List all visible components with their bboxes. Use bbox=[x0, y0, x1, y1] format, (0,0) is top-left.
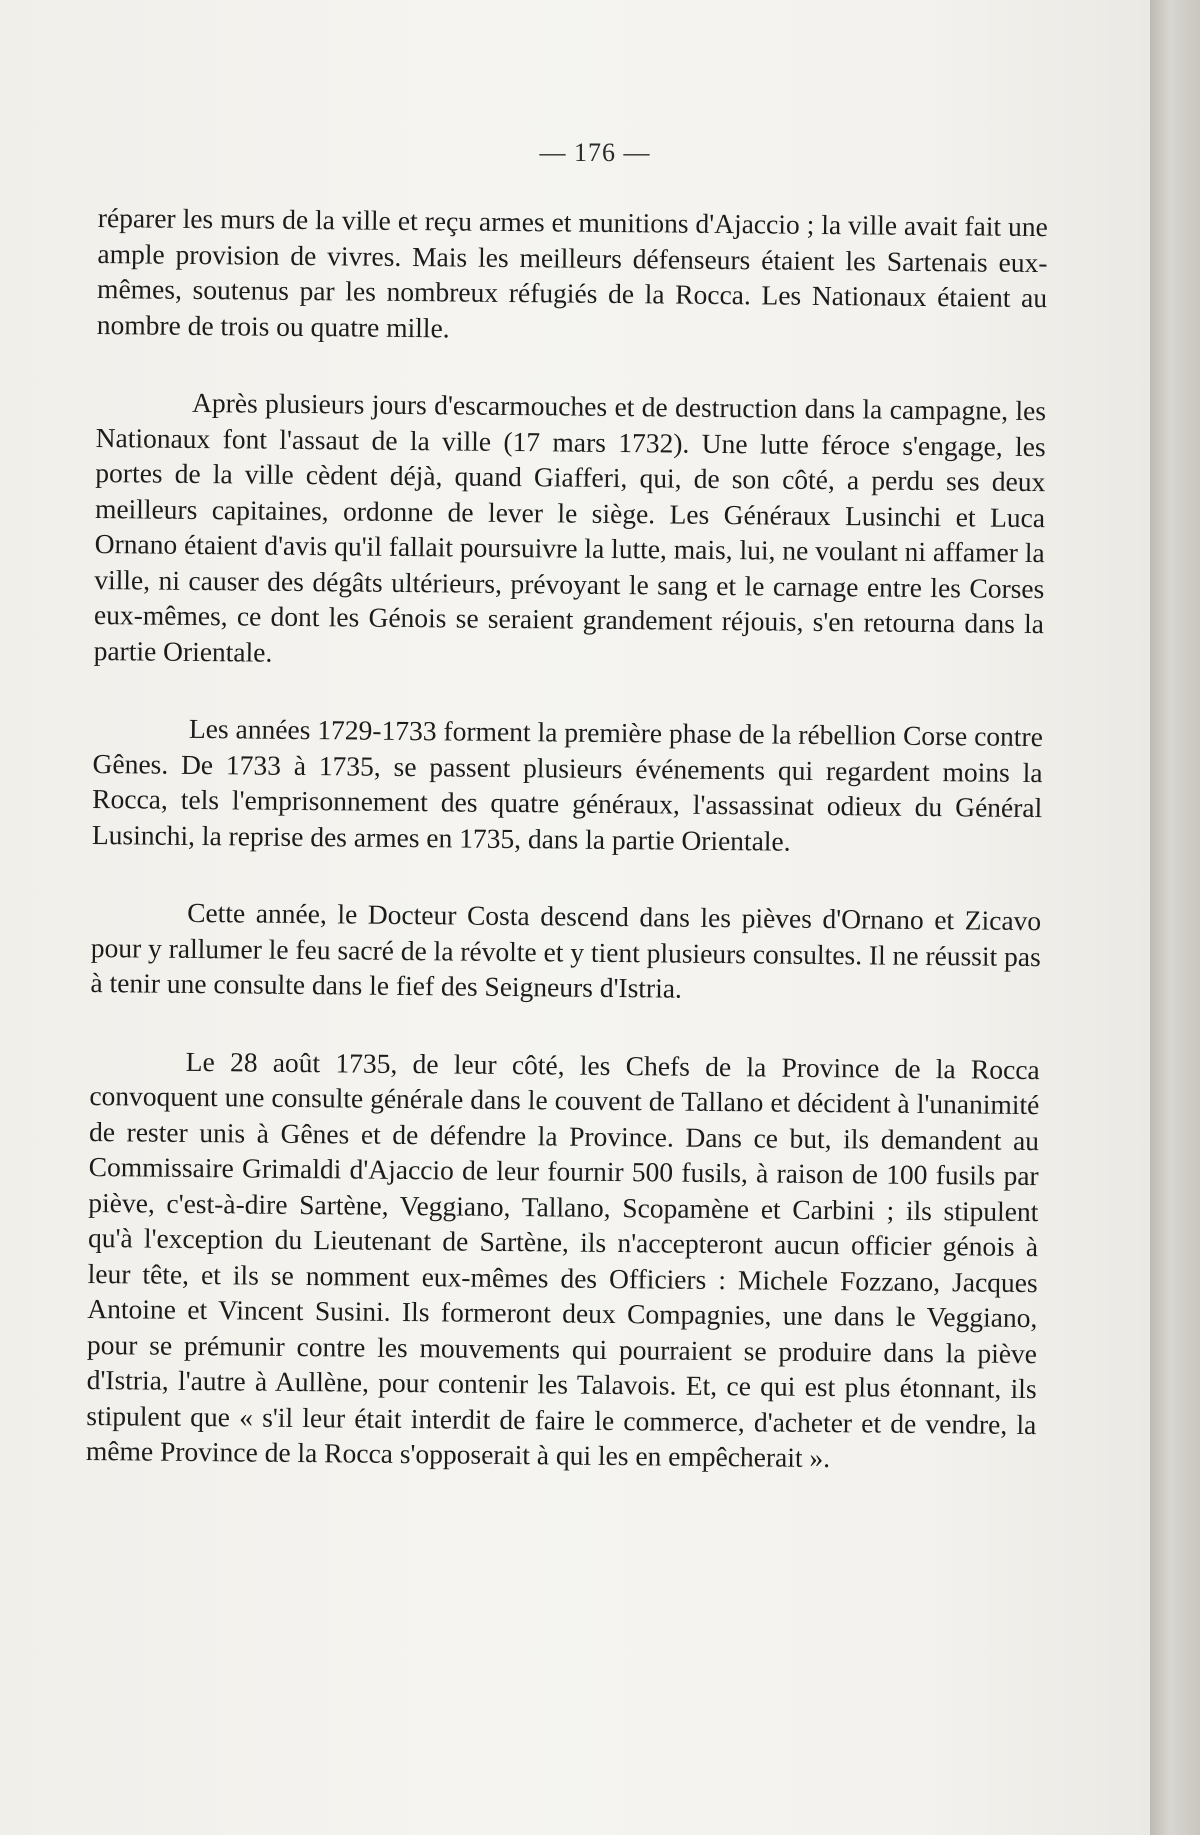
page-number: — 176 — bbox=[539, 138, 651, 167]
paragraph-2: Après plusieurs jours d'escarmouches et de destruction dans la campagne, les Nationaux font l'assaut de la ville (17 mars 1732). Une lutte féroce s'engage, les portes de la ville cèdent déjà, quand Giafferi, qui, de son côté, a perdu ses deux meilleurs capitaines, ordonne de lever le siège. Les Généraux Lusinchi et Luca Ornano étaient d'avis qu'il fallait poursuivre la lutte, mais, lui, ne voulant ni affamer la ville, ni causer des dégâts ultérieurs, prévoyant le sang et le carnage entre les Corses eux-mêmes, ce dont les Génois se seraient grandement réjouis, s'en retourna dans la partie Orientale. bbox=[93, 386, 1047, 668]
body-text bbox=[86, 200, 1048, 1478]
paragraph-3: Les années 1729-1733 forment la première phase de la rébellion Corse contre Gênes. De 1733 à 1735, se passent plusieurs événements qui regardent moins la Rocca, tels l'emprisonnement des quatre généraux, l'assassinat odieux du Général Lusinchi, la reprise des armes en 1735, dans la partie Orientale. bbox=[91, 712, 1044, 857]
paragraph-1: réparer les murs de la ville et reçu armes et munitions d'Ajaccio ; la ville avait fait une ample provision de vivres. Mais les meilleurs défenseurs étaient les Sartenais eux-mêmes, soutenus par les nombreux réfugiés de la Rocca. Les Nationaux étaient au nombre de trois ou quatre mille. bbox=[96, 201, 1048, 343]
paragraph-4: Cette année, le Docteur Costa descend dans les pièves d'Ornano et Zicavo pour y rallumer le feu sacré de la révolte et y tient plusieurs consultes. Il ne réussit pas à tenir une consulte dans le fief des Seigneurs d'Istria. bbox=[90, 896, 1042, 1004]
paragraph-5: Le 28 août 1735, de leur côté, les Chefs de la Province de la Rocca convoquent une consulte générale dans le couvent de Tallano et décident à l'unanimité de rester unis à Gênes et de défendre la Province. Dans ce but, ils demandent au Commissaire Grimaldi d'Ajaccio de leur fournir 500 fusils, à raison de 100 fusils par piève, c'est-à-dire Sartène, Veggiano, Tallano, Scopamène et Carbini ; ils stipulent qu'à l'exception du Lieutenant de Sartène, ils n'accepteront aucun officier génois à leur tête, et ils se nomment eux-mêmes des Officiers : Michele Fozzano, Jacques Antoine et Vincent Susini. Ils formeront deux Compagnies, une dans le Veggiano, pour se prémunir contre les mouvements qui pourraient se produire dans la piève d'Istria, l'autre à Aullène, pour contenir les Talavois. Et, ce qui est plus étonnant, ils stipulent que « s'il leur était interdit de faire le commerce, d'acheter et de vendre, la même Province de la Rocca s'opposerait à qui les en empêcherait ». bbox=[85, 1045, 1040, 1474]
page-edge bbox=[1150, 0, 1200, 1835]
